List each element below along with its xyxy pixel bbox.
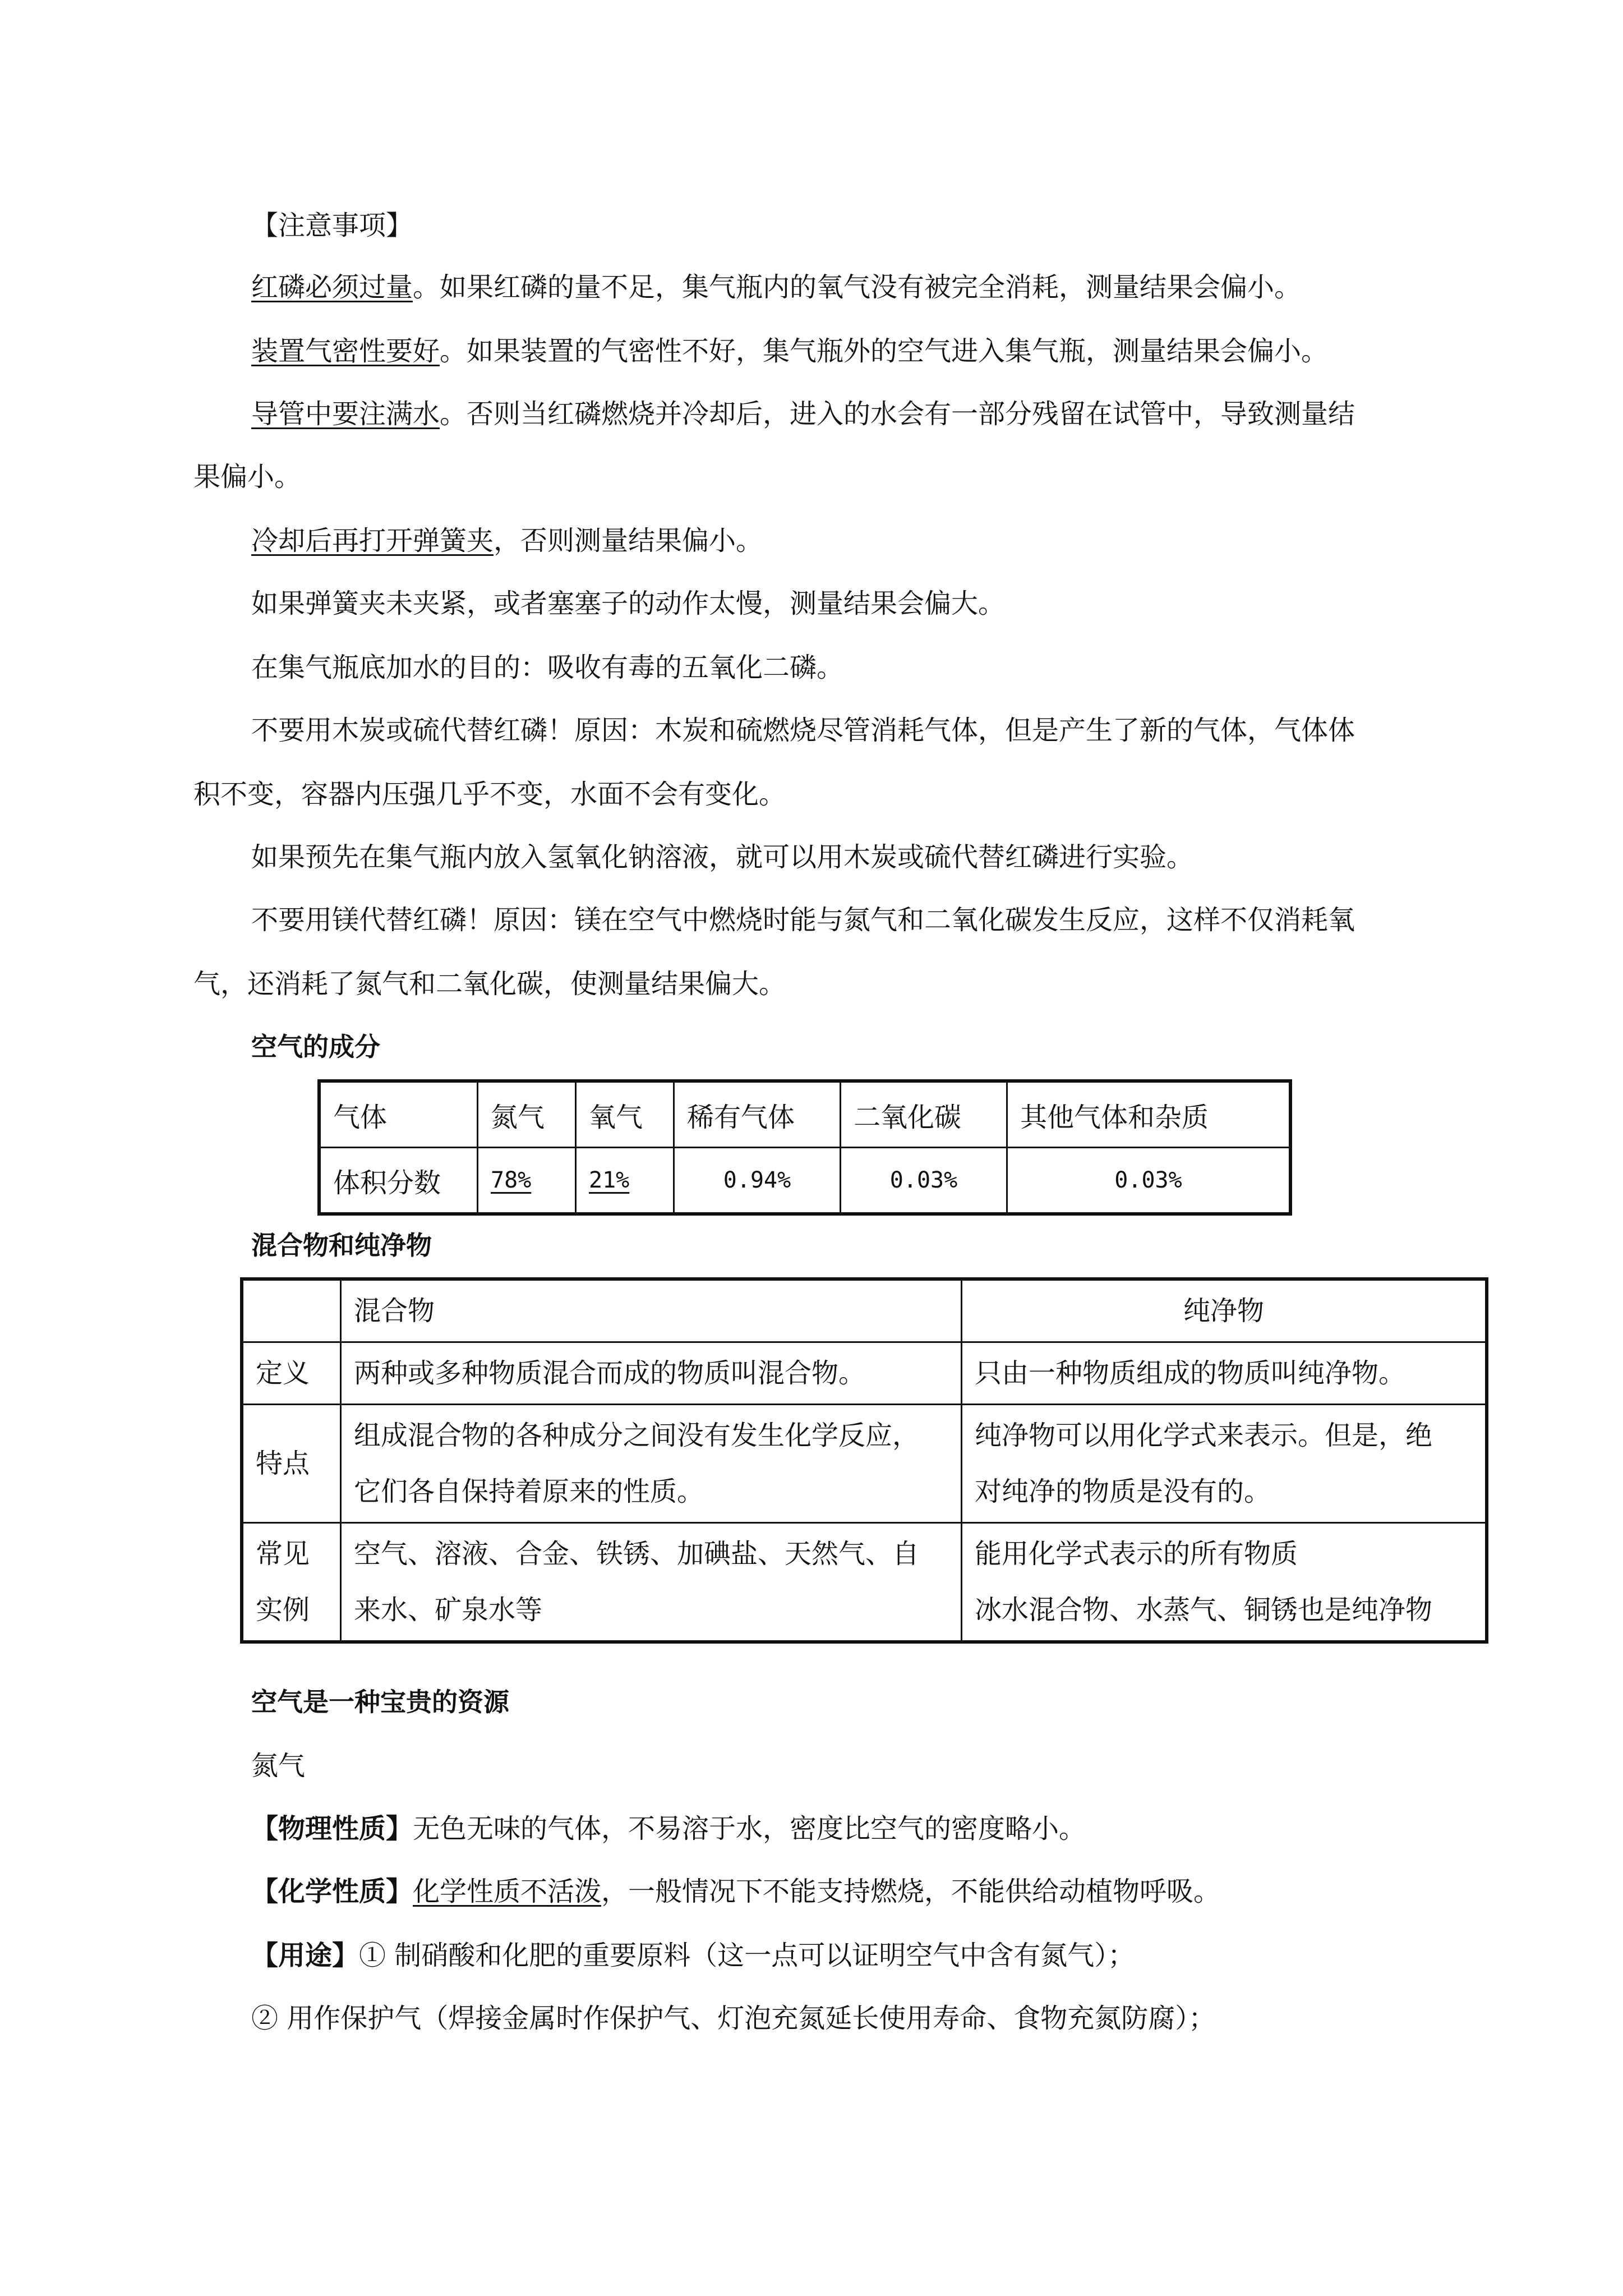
table-cell: 气体 (319, 1081, 478, 1148)
table-row (242, 1342, 1487, 1405)
note-3-text: 。否则当红磷燃烧并冷却后，进入的水会有一部分残留在试管中，导致测量结 (440, 398, 1355, 430)
table-cell (962, 1523, 1487, 1642)
uses-tag: 【用途】 (251, 1940, 359, 1971)
table-cell: 二氧化碳 (841, 1081, 1007, 1148)
table-row (319, 1081, 1290, 1148)
cell-line: 来水、矿泉水等 (354, 1594, 543, 1626)
table-cell (242, 1279, 341, 1342)
table-cell: 特点 (242, 1405, 341, 1523)
table-cell: 两种或多种物质混合而成的物质叫混合物。 (341, 1342, 962, 1405)
table-cell: 0.03% (1007, 1148, 1291, 1214)
table-row (242, 1523, 1487, 1642)
table-cell: 只由一种物质组成的物质叫纯净物。 (962, 1342, 1487, 1405)
table-cell: 体积分数 (319, 1148, 478, 1214)
note-4-key: 冷却后再打开弹簧夹 (251, 525, 494, 556)
chemical-properties (251, 1874, 1220, 1910)
note-2 (251, 333, 1328, 369)
table-row (242, 1279, 1487, 1342)
cell-line: 实例 (256, 1594, 310, 1626)
physical-properties (251, 1811, 1086, 1847)
table-cell (576, 1148, 674, 1214)
table-cell: 氮气 (478, 1081, 576, 1148)
mixtures-heading: 混合物和纯净物 (251, 1230, 432, 1260)
physical-tag: 【物理性质】 (251, 1813, 413, 1844)
cell-line: 冰水混合物、水蒸气、铜锈也是纯净物 (975, 1594, 1433, 1626)
notes-heading: 【注意事项】 (251, 210, 413, 241)
note-7-line-1: 不要用木炭或硫代替红磷！原因：木炭和硫燃烧尽管消耗气体，但是产生了新的气体，气体体 (251, 715, 1355, 746)
note-1-key: 红磷必须过量 (251, 272, 413, 303)
cell-line: 纯净物可以用化学式来表示。但是，绝 (975, 1420, 1433, 1451)
note-1 (251, 269, 1301, 305)
cell-line: 组成混合物的各种成分之间没有发生化学反应， (354, 1420, 920, 1451)
physical-text: 无色无味的气体，不易溶于水，密度比空气的密度略小。 (413, 1813, 1086, 1844)
composition-heading: 空气的成分 (251, 1032, 380, 1062)
table-cell: 稀有气体 (674, 1081, 841, 1148)
table-cell (341, 1523, 962, 1642)
cell-line: 空气、溶液、合金、铁锈、加碘盐、天然气、自 (354, 1538, 920, 1570)
cell-line: 常见 (256, 1538, 310, 1570)
cell-line: 对纯净的物质是没有的。 (975, 1476, 1271, 1507)
composition-table (317, 1079, 1292, 1216)
table-cell: 定义 (242, 1342, 341, 1405)
cell-line: 能用化学式表示的所有物质 (975, 1538, 1298, 1570)
note-6: 在集气瓶底加水的目的：吸收有毒的五氧化二磷。 (251, 652, 844, 683)
table-row (319, 1148, 1290, 1214)
table-cell: 其他气体和杂质 (1007, 1081, 1291, 1148)
table-cell (341, 1405, 962, 1523)
nitrogen-percent: 78% (491, 1167, 532, 1193)
note-4 (251, 523, 763, 559)
table-cell: 混合物 (341, 1279, 962, 1342)
table-cell: 氧气 (576, 1081, 674, 1148)
note-2-text: 。如果装置的气密性不好，集气瓶外的空气进入集气瓶，测量结果会偏小。 (440, 335, 1329, 367)
table-cell: 纯净物 (962, 1279, 1487, 1342)
oxygen-percent: 21% (589, 1167, 630, 1193)
note-9-line-2: 气，还消耗了氮气和二氧化碳，使测量结果偏大。 (193, 968, 786, 1000)
chemical-key: 化学性质不活泼 (413, 1876, 602, 1907)
mixtures-table (240, 1277, 1488, 1644)
note-3 (251, 396, 1355, 432)
use-2: ② 用作保护气（焊接金属时作保护气、灯泡充氮延长使用寿命、食物充氮防腐）； (251, 2003, 1216, 2034)
table-cell: 0.03% (841, 1148, 1007, 1214)
note-2-key: 装置气密性要好 (251, 335, 440, 367)
note-7-line-2: 积不变，容器内压强几乎不变，水面不会有变化。 (193, 779, 786, 810)
table-cell (962, 1405, 1487, 1523)
uses-line-1 (251, 1938, 1135, 1973)
note-5: 如果弹簧夹未夹紧，或者塞塞子的动作太慢，测量结果会偏大。 (251, 588, 1006, 619)
note-3-key: 导管中要注满水 (251, 398, 440, 430)
note-1-text: 。如果红磷的量不足，集气瓶内的氧气没有被完全消耗，测量结果会偏小。 (413, 272, 1302, 303)
resource-heading: 空气是一种宝贵的资源 (251, 1687, 509, 1717)
use-1: ① 制硝酸和化肥的重要原料（这一点可以证明空气中含有氮气）； (359, 1940, 1135, 1971)
table-row (242, 1405, 1487, 1523)
note-8: 如果预先在集气瓶内放入氢氧化钠溶液，就可以用木炭或硫代替红磷进行实验。 (251, 841, 1194, 873)
chemical-tag: 【化学性质】 (251, 1876, 413, 1907)
nitrogen-subheading: 氮气 (251, 1750, 306, 1782)
chemical-text: ，一般情况下不能支持燃烧，不能供给动植物呼吸。 (601, 1876, 1221, 1907)
table-cell: 0.94% (674, 1148, 841, 1214)
table-cell (242, 1523, 341, 1642)
note-9-line-1: 不要用镁代替红磷！原因：镁在空气中燃烧时能与氮气和二氧化碳发生反应，这样不仅消耗氧 (251, 904, 1355, 936)
table-cell (478, 1148, 576, 1214)
note-4-text: ，否则测量结果偏小。 (494, 525, 763, 556)
note-3-cont: 果偏小。 (193, 461, 302, 493)
cell-line: 它们各自保持着原来的性质。 (354, 1476, 704, 1507)
